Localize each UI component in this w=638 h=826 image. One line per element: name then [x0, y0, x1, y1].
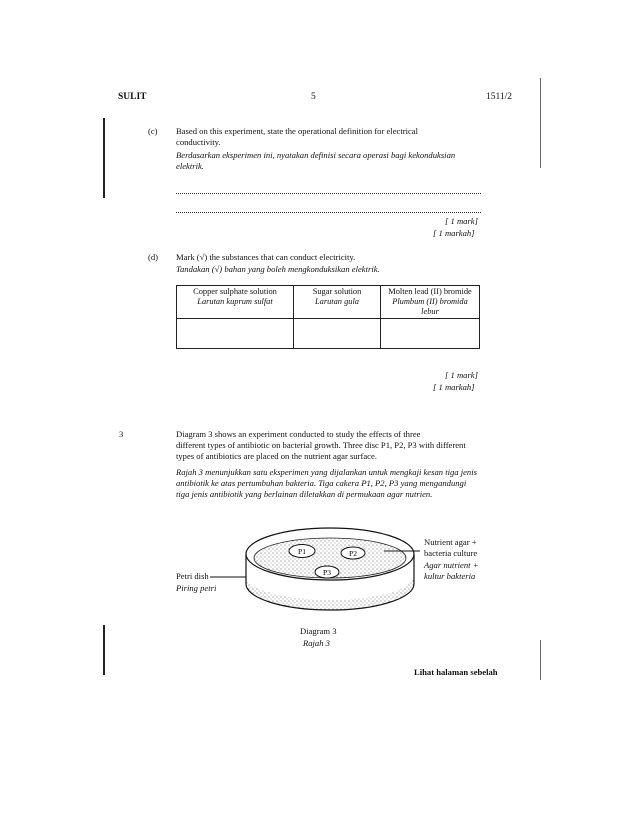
question-c-text-ms: Berdasarkan eksperimen ini, nyatakan definisi secara operasi bagi kekonduksian elektrik. [176, 150, 456, 171]
question-d-mark-ms: [ 1 markah] [433, 382, 475, 392]
question-d-text-ms: Tandakan (√) bahan yang boleh mengkonduksikan elektrik. [176, 264, 380, 274]
label-nutrient-agar-ms: Agar nutrient + kultur bakteria [424, 560, 479, 581]
label-petri-dish-en: Petri dish [176, 571, 209, 581]
header-sulit: SULIT [118, 92, 147, 102]
question-c-mark-ms: [ 1 markah] [433, 228, 475, 238]
disc-p1-label: P1 [298, 547, 306, 556]
disc-p3-label: P3 [323, 568, 331, 577]
diagram-caption-ms: Rajah 3 [303, 638, 330, 648]
question-d-text-en: Mark (√) the substances that can conduct electricity. [176, 252, 356, 262]
question-3-number: 3 [119, 429, 124, 439]
question-c-mark-en: [ 1 mark] [445, 216, 478, 226]
diagram-caption-en: Diagram 3 [300, 626, 337, 636]
label-petri-dish-ms: Piring petri [176, 583, 217, 593]
table-header-sugar-solution: Sugar solution Larutan gula [294, 286, 381, 319]
disc-p2-label: P2 [349, 549, 357, 558]
table-header-molten-lead-bromide: Molten lead (II) bromide Plumbum (II) bromida lebur [381, 286, 480, 319]
footer-next-page: Lihat halaman sebelah [414, 667, 498, 677]
question-d-mark-en: [ 1 mark] [445, 370, 478, 380]
question-c-text-en: Based on this experiment, state the operational definition for electrical conductivity. [176, 126, 418, 147]
question-c-label: (c) [148, 126, 158, 136]
label-nutrient-agar-en: Nutrient agar + bacteria culture [424, 537, 478, 558]
header-paper-code: 1511/2 [486, 92, 513, 102]
question-3-text-ms: Rajah 3 menunjukkan satu eksperimen yang dijalankan untuk mengkaji kesan tiga jenis antibiotik ke atas pertumbuhan bakteria. Tiga cakera P1, P2, P3 yang mengandungi tiga jenis antibiotik yang berlainan diletakkan di permukaan agar nutrien. [176, 467, 477, 499]
question-3-text-en: Diagram 3 shows an experiment conducted to study the effects of three different types of antibiotic on bacterial growth. Three disc P1, P2, P3 with different types of antibiotics are placed on the nutrient agar surface. [176, 429, 466, 461]
table-header-copper-sulphate: Copper sulphate solution Larutan kuprum sulfat [177, 286, 294, 319]
header-page-number: 5 [311, 92, 316, 102]
question-d-label: (d) [148, 252, 159, 262]
